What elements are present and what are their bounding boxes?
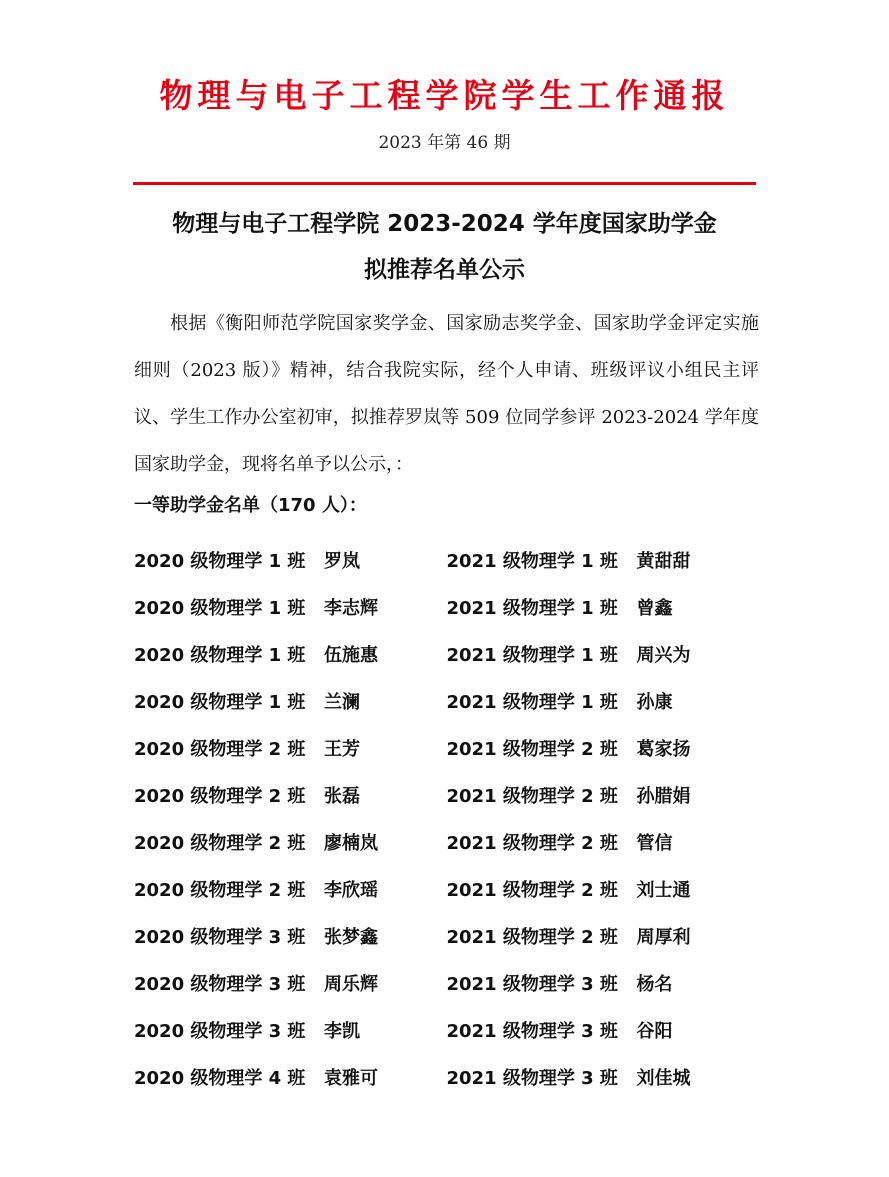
class-label: 2021 级物理学 2 班 [446,785,618,807]
student-name: 张梦鑫 [324,926,378,948]
recipient-entry [134,829,447,855]
student-name: 杨名 [636,973,673,995]
student-name: 刘士通 [636,879,691,901]
class-label: 2021 级物理学 3 班 [446,1020,618,1042]
recipient-entry [447,735,760,761]
student-name: 黄甜甜 [636,550,691,572]
student-name: 王芳 [324,738,360,760]
list-row [134,677,759,724]
recipient-entry [134,547,447,573]
class-label: 2020 级物理学 2 班 [134,785,306,807]
recipient-entry [134,1064,447,1090]
list-row [134,1006,759,1053]
list-row [134,724,759,771]
recipient-entry [447,641,760,667]
class-label: 2020 级物理学 2 班 [134,738,306,760]
student-name: 曾鑫 [636,597,673,619]
student-name: 伍施惠 [324,644,378,666]
list-row [134,912,759,959]
recipient-entry [447,1017,760,1043]
student-name: 张磊 [324,785,360,807]
list-row [134,536,759,583]
recipient-entry [134,923,447,949]
recipient-entry [447,876,760,902]
student-name: 孙康 [636,691,673,713]
student-name: 谷阳 [636,1020,673,1042]
list-row [134,771,759,818]
student-name: 李志辉 [324,597,378,619]
issue-number: 2023 年第 46 期 [378,133,511,153]
class-label: 2020 级物理学 1 班 [134,550,306,572]
list-row [134,1053,759,1100]
class-label: 2020 级物理学 3 班 [134,1020,306,1042]
class-label: 2021 级物理学 1 班 [446,691,618,713]
recipient-entry [447,594,760,620]
class-label: 2020 级物理学 1 班 [134,691,306,713]
recipient-entry [447,782,760,808]
recipient-entry [134,735,447,761]
class-label: 2021 级物理学 2 班 [446,832,618,854]
class-label: 2021 级物理学 2 班 [446,926,618,948]
recipient-entry [134,641,447,667]
recipient-entry [447,1064,760,1090]
class-label: 2020 级物理学 3 班 [134,973,306,995]
student-name: 周厚利 [636,926,691,948]
recipient-entry [134,594,447,620]
student-name: 廖楠岚 [324,832,378,854]
class-label: 2021 级物理学 2 班 [446,879,618,901]
class-label: 2020 级物理学 3 班 [134,926,306,948]
student-name: 周兴为 [636,644,691,666]
class-label: 2021 级物理学 1 班 [446,550,618,572]
class-label: 2020 级物理学 2 班 [134,832,306,854]
class-label: 2021 级物理学 2 班 [446,738,618,760]
class-label: 2020 级物理学 4 班 [134,1067,306,1089]
intro-paragraph: 根据《衡阳师范学院国家奖学金、国家励志奖学金、国家助学金评定实施细则（2023 版）》精神，结合我院实际，经个人申请、班级评议小组民主评议、学生工作办公室初审，拟推荐罗岚等 509 位同学参评 2023-2024 学年度国家助学金，现将名单予以公示，： [134,313,759,475]
list-row [134,818,759,865]
class-label: 2021 级物理学 1 班 [446,644,618,666]
recipient-entry [447,547,760,573]
header-divider [133,182,756,185]
list-row [134,865,759,912]
recipient-entry [134,1017,447,1043]
student-name: 袁雅可 [324,1067,378,1089]
recipient-entry [447,970,760,996]
student-name: 罗岚 [324,550,360,572]
student-name: 李欣瑶 [324,879,378,901]
list-row [134,583,759,630]
class-label: 2021 级物理学 1 班 [446,597,618,619]
student-name: 葛家扬 [636,738,691,760]
student-name: 李凯 [324,1020,360,1042]
class-label: 2020 级物理学 1 班 [134,644,306,666]
section-heading: 一等助学金名单（170 人）： [134,495,367,516]
masthead-title: 物理与电子工程学院学生工作通报 [159,76,730,115]
document-title-line-2: 拟推荐名单公示 [364,257,525,283]
student-name: 管信 [636,832,673,854]
class-label: 2020 级物理学 1 班 [134,597,306,619]
recipient-entry [447,688,760,714]
recipient-entry [134,876,447,902]
student-name: 刘佳城 [636,1067,691,1089]
class-label: 2020 级物理学 2 班 [134,879,306,901]
list-row [134,959,759,1006]
recipient-entry [134,782,447,808]
list-row [134,630,759,677]
document-title-line-1: 物理与电子工程学院 2023-2024 学年度国家助学金 [172,211,717,237]
class-label: 2021 级物理学 3 班 [446,973,618,995]
class-label: 2021 级物理学 3 班 [446,1067,618,1089]
recipient-entry [447,923,760,949]
recipient-list [134,536,759,1100]
student-name: 周乐辉 [324,973,378,995]
recipient-entry [134,688,447,714]
recipient-entry [447,829,760,855]
recipient-entry [134,970,447,996]
student-name: 孙腊娟 [636,785,691,807]
student-name: 兰澜 [324,691,360,713]
